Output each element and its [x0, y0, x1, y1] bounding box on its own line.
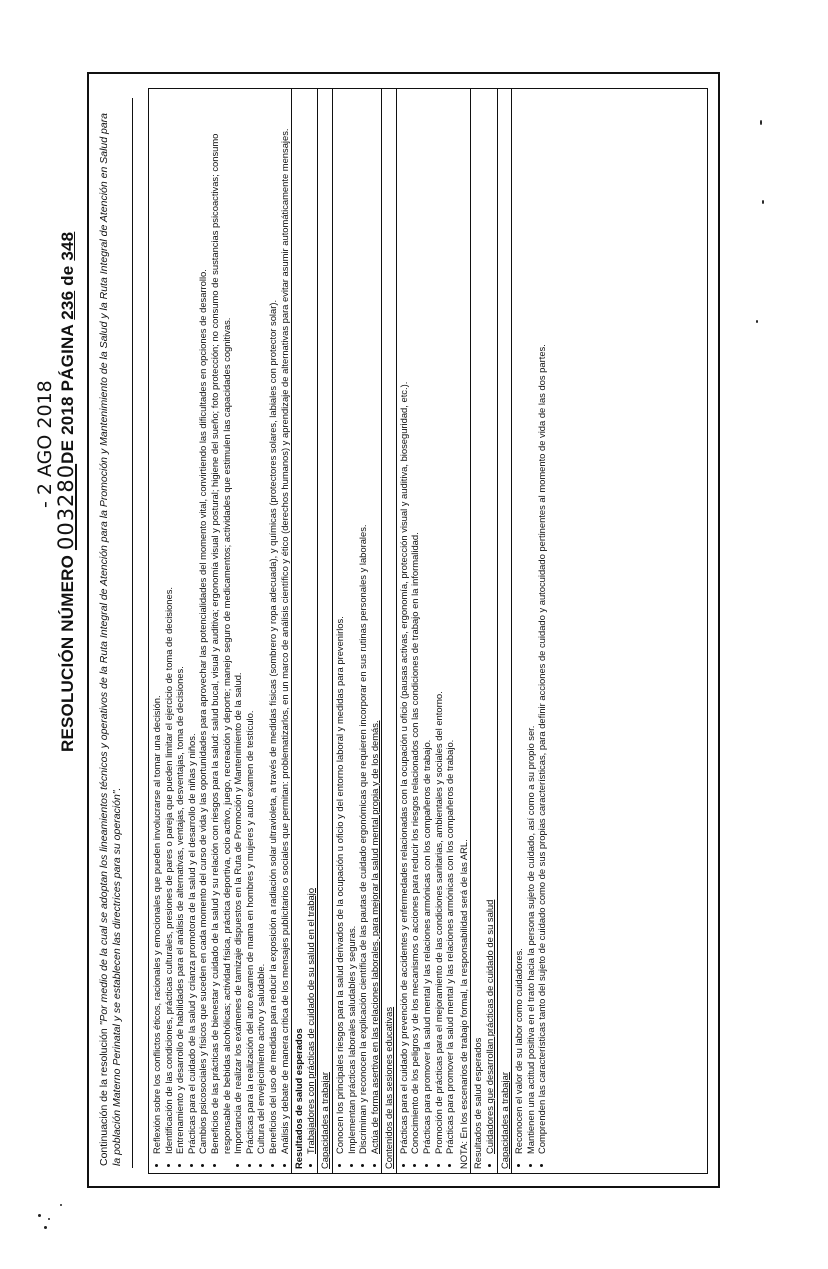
divider — [470, 89, 471, 1173]
resolution-label: RESOLUCIÓN NÚMERO — [58, 554, 77, 752]
page-of-label: de — [58, 265, 77, 286]
scan-speck — [60, 1204, 62, 1206]
resolution-year: DE 2018 — [58, 396, 77, 464]
scan-speck — [756, 320, 758, 323]
list-item: • Identificación de las condiciones, prácticas culturales, presiones de pares o pareja que pueden limitar el ejercicio de toma de decisiones. — [163, 95, 175, 1154]
scan-speck — [38, 1214, 41, 1217]
list-item: • Trabajadores con prácticas de cuidado de su salud en el trabajo — [305, 95, 317, 1154]
list-item: • Prácticas para el cuidado de la salud y crianza promotora de la salud y el desarrollo de niñas y niños. — [186, 95, 198, 1154]
work-contents-heading: Contenidos de las sesiones educativas — [383, 1006, 395, 1169]
list-item: • Actúa de forma asertiva en las relaciones laborales, para mejorar la salud mental propia y de los demás. — [369, 95, 381, 1154]
scan-speck — [48, 1218, 50, 1220]
page-label: PÁGINA — [58, 324, 77, 392]
list-item: • Conocimiento de los peligros y de los mecanismos o acciones para reducir los riesgos relacionados con las condiciones de trabajo en la informalidad. — [409, 95, 421, 1154]
caregivers-capacities-list — [513, 95, 548, 1169]
divider — [396, 89, 397, 1173]
list-item: • Conocen los principales riesgos para la salud derivados de la ocupación u oficio y del entorno laboral y medidas para prevenirlos. — [334, 95, 346, 1154]
rotated-page-content — [90, 76, 720, 1182]
list-item: • Implementan prácticas laborales saludables y seguras. — [346, 95, 358, 1154]
list-item: • Promoción de prácticas para el mejoramiento de las condiciones sanitarias, ambientales y sociales del entorno. — [433, 95, 445, 1154]
intro-divider — [132, 98, 133, 1168]
list-item: • Discriminan y reconocen la explicación científica de las pautas de cuidado ergonómicas que requieren incorporar en sus rutinas personales y laborales. — [357, 95, 369, 1154]
list-item: • Prácticas para el cuidado y prevención de accidentes y enfermedades relacionadas con la ocupación u oficio (pausas activas, ergonomía, protección visual y auditiva, bioseguridad, etc.). — [398, 95, 410, 1154]
list-item: • Prácticas para la realización del auto examen de mama en hombres y mujeres y auto examen de testículo. — [244, 95, 256, 1154]
list-item: • Reconocen el valor de su labor como cuidadores. — [513, 95, 525, 1154]
list-item: • Prácticas para promover la salud mental y las relaciones armónicas con los compañeros de trabajo. — [444, 95, 456, 1154]
list-item: • Cultura del envejecimiento activo y saludable. — [255, 95, 267, 1154]
list-item: • Cambios psicosociales y físicos que suceden en cada momento del curso de vida y las oportunidades para aprovechar las potencialidades del momento vital, convirtiendo las dificultades en opciones de desarrollo. — [197, 95, 209, 1154]
scan-speck — [760, 120, 762, 125]
work-capacities-list — [334, 95, 380, 1169]
divider — [511, 89, 512, 1173]
list-item: • Cuidadores que desarrollan prácticas de cuidado de su salud — [484, 95, 496, 1154]
divider — [317, 89, 318, 1173]
list-item: • Análisis y debate de manera crítica de los mensajes publicitarios o sociales que permitan: problematizarlos, en un marco de análisis científico y ético (derechos humanos) y aprendizaje de alternativas para evitar asumir automáticamente mensajes. — [279, 95, 291, 1154]
top-bullet-list — [151, 95, 290, 1169]
caregivers-results-list — [484, 95, 496, 1169]
divider — [332, 89, 333, 1173]
scan-speck — [44, 1226, 47, 1229]
divider — [291, 89, 292, 1173]
list-item: • Importancia de realizar los exámenes de tamizaje dispuestos en la Ruta de Promoción y Mantenimiento de la salud. — [232, 95, 244, 1154]
page-number: 236 — [58, 290, 77, 320]
list-item: • Comprenden las características tanto del sujeto de cuidado como de sus propias características, para definir acciones de cuidado y autocuidado pertinentes al momento de vida de las dos partes. — [536, 95, 548, 1154]
intro-prefix: Continuación de la resolución — [98, 1025, 110, 1166]
resolution-number: 003280 — [54, 463, 78, 551]
list-item: • Entrenamiento y desarrollo de habilidades para el análisis de alternativas, ventajas, desventajas, toma de decisiones. — [174, 95, 186, 1154]
caregivers-capacities-heading: Capacidades a trabajar — [498, 1072, 510, 1169]
divider — [381, 89, 382, 1173]
work-capacities-heading: Capacidades a trabajar — [319, 1072, 331, 1169]
scan-speck — [762, 200, 764, 204]
date-stamp: - 2 AGO 2018 — [34, 380, 56, 508]
list-item: • Beneficios de las prácticas de bienestar y cuidado de la salud y su relación con riesgos para la salud: salud bucal, visual y auditiva; ergonomía visual y postural; higiene del sueño; foto protección; no consumo de sustancias psicoactivas; consumo responsable de bebidas alcohólicas; actividad física, práctica deportiva, ocio activo, juego, recreación y deporte; manejo seguro de medicamentos; actividades que estimulen las capacidades cognitivas. — [209, 95, 232, 1154]
work-contents-list — [398, 95, 456, 1169]
content-table — [148, 88, 708, 1174]
caregivers-results-heading: Resultados de salud esperados — [472, 1037, 484, 1169]
list-item: • Reflexión sobre los conflictos éticos, racionales y emocionales que pueden involucrarse al tomar una decisión. — [151, 95, 163, 1154]
work-results-list — [305, 95, 317, 1169]
work-note: NOTA: En los escenarios de trabajo formal, la responsabilidad será de las ARL. — [457, 839, 469, 1169]
list-item: • Beneficios del uso de medidas para reducir la exposición a radiación solar ultravioleta, a través de medidas físicas (sombrero y ropa adecuada), y químicas (protectores solares, labiales con protector solar). — [267, 95, 279, 1154]
list-item: • Prácticas para promover la salud mental y las relaciones armónicas con los compañeros de trabajo. — [421, 95, 433, 1154]
intro-resolution-title: "Por medio de la cual se adoptan los lineamientos técnicos y operativos de la Ruta Integral de Atención para la Promoción y Mantenimiento de la Salud y la Ruta Integral de Atención en Salud para la población Materno Perinatal y se establecen las directrices para su operación". — [98, 112, 123, 1166]
divider — [497, 89, 498, 1173]
total-pages: 348 — [58, 231, 77, 261]
work-results-heading: Resultados de salud esperados — [293, 1028, 305, 1169]
resolution-title — [54, 232, 78, 752]
list-item: • Mantienen una actitud positiva en el trato hacia la persona sujeto de cuidado, así como a su propio ser. — [525, 95, 537, 1154]
continuation-intro — [98, 106, 124, 1166]
